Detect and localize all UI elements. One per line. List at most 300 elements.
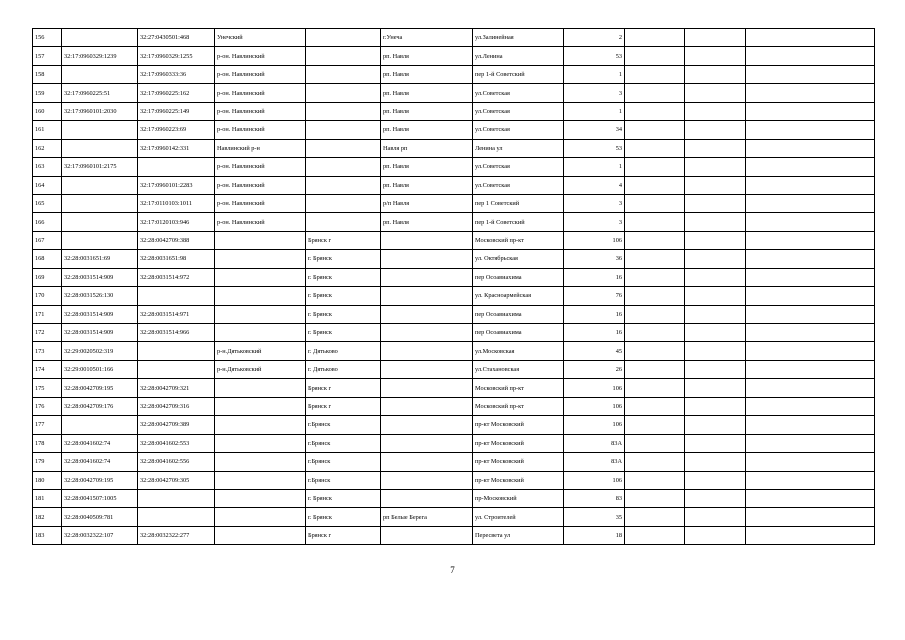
empty-cell [625,65,685,83]
house-number-cell: 106 [564,416,625,434]
row-number-cell: 182 [33,508,62,526]
district-cell [215,471,306,489]
empty-cell [685,360,746,378]
premises-cadastral-number-cell: 32:17:0960329:1255 [138,47,215,65]
empty-cell [746,176,875,194]
empty-cell [685,305,746,323]
district-cell: Унечский [215,29,306,47]
locality-cell: р/п Навля [381,194,473,212]
table-row [33,379,875,397]
row-number-cell: 183 [33,526,62,544]
settlement-cell: Брянск г [306,231,381,249]
locality-cell [381,489,473,507]
settlement-cell: Брянск г [306,379,381,397]
street-cell: пр-кт Московский [473,416,564,434]
premises-cadastral-number-cell: 32:28:0031651:98 [138,250,215,268]
empty-cell [625,231,685,249]
empty-cell [625,287,685,305]
table-row [33,231,875,249]
district-cell [215,489,306,507]
row-number-cell: 159 [33,84,62,102]
cadastral-number-cell: 32:17:0960101:2175 [62,158,138,176]
premises-cadastral-number-cell: 32:28:0031514:971 [138,305,215,323]
empty-cell [685,47,746,65]
row-number-cell: 179 [33,453,62,471]
empty-cell [746,47,875,65]
house-number-cell: 34 [564,121,625,139]
premises-cadastral-number-cell: 32:28:0041602:553 [138,434,215,452]
empty-cell [685,508,746,526]
house-number-cell: 106 [564,379,625,397]
premises-cadastral-number-cell: 32:28:0042709:316 [138,397,215,415]
premises-cadastral-number-cell: 32:28:0042709:389 [138,416,215,434]
empty-cell [625,379,685,397]
row-number-cell: 177 [33,416,62,434]
cadastral-number-cell: 32:17:0960225:51 [62,84,138,102]
premises-cadastral-number-cell: 32:28:0042709:321 [138,379,215,397]
street-cell: Московский пр-кт [473,379,564,397]
empty-cell [625,194,685,212]
table-row [33,121,875,139]
empty-cell [685,121,746,139]
house-number-cell: 3 [564,194,625,212]
empty-cell [625,121,685,139]
street-cell: ул.Советская [473,121,564,139]
locality-cell: рп. Навля [381,213,473,231]
empty-cell [746,268,875,286]
cadastral-number-cell: 32:28:0042709:195 [62,379,138,397]
street-cell: ул.Советская [473,176,564,194]
district-cell: р-он. Навлинский [215,194,306,212]
row-number-cell: 156 [33,29,62,47]
cadastral-number-cell: 32:28:0041602:74 [62,434,138,452]
street-cell: Московский пр-кт [473,231,564,249]
house-number-cell: 83А [564,434,625,452]
table-row [33,471,875,489]
house-number-cell: 45 [564,342,625,360]
district-cell [215,250,306,268]
table-row [33,489,875,507]
empty-cell [625,508,685,526]
empty-cell [685,231,746,249]
street-cell: пр-кт Московский [473,471,564,489]
row-number-cell: 176 [33,397,62,415]
empty-cell [625,176,685,194]
premises-cadastral-number-cell [138,360,215,378]
house-number-cell: 3 [564,84,625,102]
locality-cell [381,305,473,323]
table-row [33,139,875,157]
district-cell: р-н.Дятьковский [215,342,306,360]
premises-cadastral-number-cell: 32:28:0031514:966 [138,324,215,342]
empty-cell [625,453,685,471]
settlement-cell [306,176,381,194]
premises-cadastral-number-cell [138,287,215,305]
district-cell: Навлинский р-н [215,139,306,157]
street-cell: ул.Московская [473,342,564,360]
street-cell: пер 1 Советский [473,194,564,212]
row-number-cell: 175 [33,379,62,397]
premises-cadastral-number-cell: 32:28:0041602:556 [138,453,215,471]
empty-cell [746,158,875,176]
table-row [33,176,875,194]
cadastral-number-cell: 32:29:0020502:319 [62,342,138,360]
settlement-cell [306,29,381,47]
street-cell: Пересвета ул [473,526,564,544]
premises-cadastral-number-cell: 32:17:0960223:69 [138,121,215,139]
empty-cell [746,287,875,305]
locality-cell: рп. Навля [381,84,473,102]
table-row [33,360,875,378]
settlement-cell [306,158,381,176]
table-row [33,268,875,286]
premises-cadastral-number-cell: 32:17:0960333:36 [138,65,215,83]
empty-cell [746,471,875,489]
empty-cell [746,231,875,249]
empty-cell [685,250,746,268]
row-number-cell: 181 [33,489,62,507]
cadastral-number-cell: 32:28:0040509:781 [62,508,138,526]
empty-cell [746,84,875,102]
house-number-cell: 83 [564,489,625,507]
table-row [33,158,875,176]
house-number-cell: 1 [564,65,625,83]
empty-cell [685,379,746,397]
empty-cell [625,342,685,360]
row-number-cell: 172 [33,324,62,342]
street-cell: ул. Красноармейская [473,287,564,305]
locality-cell [381,324,473,342]
house-number-cell: 36 [564,250,625,268]
house-number-cell: 76 [564,287,625,305]
cadastral-number-cell [62,176,138,194]
locality-cell: рп. Навля [381,47,473,65]
cadastral-number-cell [62,213,138,231]
premises-cadastral-number-cell [138,508,215,526]
locality-cell [381,287,473,305]
district-cell [215,379,306,397]
table-row [33,65,875,83]
district-cell [215,231,306,249]
locality-cell: Навля рп [381,139,473,157]
street-cell: ул.Залинейная [473,29,564,47]
district-cell: р-он. Навлинский [215,176,306,194]
empty-cell [685,84,746,102]
premises-cadastral-number-cell: 32:28:0042709:305 [138,471,215,489]
house-number-cell: 16 [564,268,625,286]
empty-cell [746,508,875,526]
premises-cadastral-number-cell: 32:28:0042709:388 [138,231,215,249]
table-row [33,84,875,102]
document-sheet [32,28,875,545]
cadastral-number-cell: 32:28:0031514:909 [62,324,138,342]
settlement-cell: г. Дятьково [306,360,381,378]
district-cell [215,324,306,342]
empty-cell [685,489,746,507]
row-number-cell: 161 [33,121,62,139]
street-cell: пр-кт Московский [473,453,564,471]
empty-cell [625,268,685,286]
row-number-cell: 166 [33,213,62,231]
empty-cell [685,176,746,194]
empty-cell [746,489,875,507]
street-cell: пер Осоавиахима [473,268,564,286]
house-number-cell: 3 [564,213,625,231]
premises-cadastral-number-cell: 32:17:0960225:149 [138,102,215,120]
table-row [33,416,875,434]
cadastral-number-cell [62,231,138,249]
empty-cell [746,194,875,212]
empty-cell [625,434,685,452]
locality-cell [381,342,473,360]
table-row [33,453,875,471]
empty-cell [685,324,746,342]
empty-cell [625,416,685,434]
row-number-cell: 168 [33,250,62,268]
district-cell: р-он. Навлинский [215,158,306,176]
empty-cell [625,102,685,120]
street-cell: ул.Советская [473,84,564,102]
locality-cell: г.Унеча [381,29,473,47]
settlement-cell [306,121,381,139]
district-cell [215,434,306,452]
empty-cell [625,489,685,507]
street-cell: Ленина ул [473,139,564,157]
empty-cell [746,250,875,268]
house-number-cell: 83А [564,453,625,471]
empty-cell [746,416,875,434]
table-row [33,29,875,47]
cadastral-number-cell: 32:28:0031514:909 [62,305,138,323]
empty-cell [746,434,875,452]
row-number-cell: 158 [33,65,62,83]
street-cell: пер 1-й Советский [473,213,564,231]
district-cell: р-он. Навлинский [215,213,306,231]
settlement-cell: г. Брянск [306,489,381,507]
row-number-cell: 180 [33,471,62,489]
house-number-cell: 106 [564,397,625,415]
premises-cadastral-number-cell: 32:27:0430501:468 [138,29,215,47]
settlement-cell [306,139,381,157]
cadastral-number-cell: 32:28:0042709:176 [62,397,138,415]
empty-cell [685,342,746,360]
house-number-cell: 26 [564,360,625,378]
settlement-cell [306,102,381,120]
table-row [33,194,875,212]
premises-cadastral-number-cell: 32:17:0120103:946 [138,213,215,231]
empty-cell [625,84,685,102]
settlement-cell: г.Брянск [306,416,381,434]
locality-cell: рп Белые Берега [381,508,473,526]
empty-cell [625,471,685,489]
empty-cell [746,65,875,83]
locality-cell [381,250,473,268]
premises-cadastral-number-cell [138,489,215,507]
locality-cell [381,416,473,434]
cadastral-number-cell: 32:28:0032322:107 [62,526,138,544]
empty-cell [746,453,875,471]
district-cell: р-он. Навлинский [215,47,306,65]
locality-cell [381,397,473,415]
street-cell: пр-Московский [473,489,564,507]
house-number-cell: 2 [564,29,625,47]
cadastral-number-cell [62,121,138,139]
empty-cell [625,158,685,176]
locality-cell: рп. Навля [381,176,473,194]
empty-cell [746,397,875,415]
empty-cell [685,194,746,212]
row-number-cell: 157 [33,47,62,65]
empty-cell [625,47,685,65]
empty-cell [685,158,746,176]
table-row [33,342,875,360]
settlement-cell: г.Брянск [306,453,381,471]
settlement-cell [306,84,381,102]
empty-cell [746,29,875,47]
locality-cell [381,379,473,397]
house-number-cell: 1 [564,102,625,120]
settlement-cell: г. Брянск [306,250,381,268]
row-number-cell: 163 [33,158,62,176]
street-cell: Московский пр-кт [473,397,564,415]
table-row [33,305,875,323]
page-number: 7 [450,565,455,575]
table-row [33,102,875,120]
locality-cell [381,526,473,544]
empty-cell [685,416,746,434]
empty-cell [685,397,746,415]
locality-cell: рп. Навля [381,102,473,120]
house-number-cell: 106 [564,471,625,489]
district-cell [215,268,306,286]
street-cell: ул.Советская [473,102,564,120]
house-number-cell: 16 [564,324,625,342]
premises-cadastral-number-cell: 32:17:0960101:2283 [138,176,215,194]
settlement-cell: г. Брянск [306,268,381,286]
premises-cadastral-number-cell [138,158,215,176]
table-row [33,213,875,231]
empty-cell [625,526,685,544]
empty-cell [685,268,746,286]
empty-cell [746,342,875,360]
table-row [33,47,875,65]
district-cell [215,305,306,323]
street-cell: пер Осоавиахима [473,324,564,342]
settlement-cell: г. Брянск [306,324,381,342]
row-number-cell: 170 [33,287,62,305]
row-number-cell: 160 [33,102,62,120]
empty-cell [685,139,746,157]
district-cell: р-он. Навлинский [215,84,306,102]
district-cell: р-он. Навлинский [215,102,306,120]
row-number-cell: 173 [33,342,62,360]
empty-cell [685,453,746,471]
settlement-cell [306,213,381,231]
street-cell: ул.Ленина [473,47,564,65]
empty-cell [746,121,875,139]
table-row [33,397,875,415]
street-cell: ул. Октябрьская [473,250,564,268]
cadastral-number-cell: 32:28:0042709:195 [62,471,138,489]
settlement-cell: г. Брянск [306,508,381,526]
district-cell [215,287,306,305]
settlement-cell: г. Брянск [306,305,381,323]
row-number-cell: 162 [33,139,62,157]
empty-cell [625,29,685,47]
settlement-cell [306,65,381,83]
district-cell [215,453,306,471]
row-number-cell: 169 [33,268,62,286]
district-cell: р-он. Навлинский [215,65,306,83]
district-cell [215,397,306,415]
house-number-cell: 1 [564,158,625,176]
table-row [33,250,875,268]
empty-cell [625,213,685,231]
house-number-cell: 4 [564,176,625,194]
settlement-cell: г.Брянск [306,434,381,452]
street-cell: ул.Стахановская [473,360,564,378]
cadastral-number-cell [62,65,138,83]
cadastral-number-cell [62,194,138,212]
empty-cell [685,471,746,489]
cadastral-number-cell [62,29,138,47]
table-row [33,287,875,305]
locality-cell [381,268,473,286]
settlement-cell [306,194,381,212]
cadastral-number-cell [62,139,138,157]
empty-cell [685,213,746,231]
cadastral-number-cell: 32:29:0010501:166 [62,360,138,378]
premises-cadastral-number-cell: 32:28:0032322:277 [138,526,215,544]
empty-cell [625,324,685,342]
house-number-cell: 53 [564,139,625,157]
locality-cell [381,360,473,378]
table-row [33,324,875,342]
premises-cadastral-number-cell: 32:17:0960142:331 [138,139,215,157]
locality-cell [381,453,473,471]
settlement-cell [306,47,381,65]
empty-cell [746,526,875,544]
house-number-cell: 35 [564,508,625,526]
cadastral-number-cell [62,416,138,434]
cadastral-number-cell: 32:17:0960101:2030 [62,102,138,120]
empty-cell [746,305,875,323]
cadastral-number-cell: 32:17:0960329:1239 [62,47,138,65]
settlement-cell: г.Брянск [306,471,381,489]
empty-cell [746,324,875,342]
street-cell: пер Осоавиахима [473,305,564,323]
settlement-cell: Брянск г [306,397,381,415]
table-row [33,508,875,526]
empty-cell [625,360,685,378]
row-number-cell: 164 [33,176,62,194]
district-cell [215,508,306,526]
street-cell: пр-кт Московский [473,434,564,452]
settlement-cell: г. Дятьково [306,342,381,360]
empty-cell [625,139,685,157]
street-cell: пер 1-й Советский [473,65,564,83]
empty-cell [746,139,875,157]
row-number-cell: 178 [33,434,62,452]
empty-cell [746,360,875,378]
empty-cell [746,102,875,120]
row-number-cell: 171 [33,305,62,323]
empty-cell [685,526,746,544]
cadastral-number-cell: 32:28:0031526:130 [62,287,138,305]
house-number-cell: 53 [564,47,625,65]
empty-cell [685,65,746,83]
empty-cell [685,287,746,305]
